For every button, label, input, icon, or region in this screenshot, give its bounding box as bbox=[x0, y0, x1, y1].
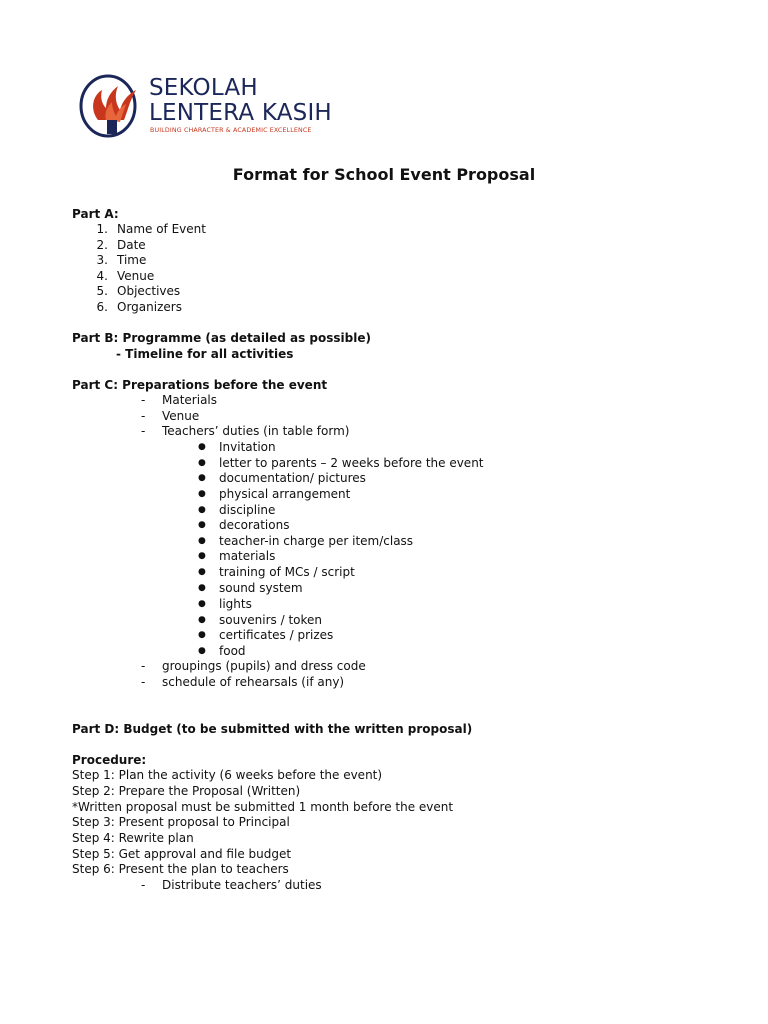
bullet-icon: ● bbox=[198, 505, 206, 515]
duty-text: materials bbox=[219, 549, 276, 563]
duty-text: documentation/ pictures bbox=[219, 471, 366, 485]
procedure-step: Step 5: Get approval and file budget bbox=[72, 847, 292, 861]
item-text: Organizers bbox=[117, 300, 182, 314]
duty-text: Invitation bbox=[219, 440, 276, 454]
procedure-step: Step 4: Rewrite plan bbox=[72, 831, 194, 845]
bullet-icon: ● bbox=[198, 489, 206, 499]
bullet-icon: ● bbox=[198, 442, 206, 452]
procedure-step: Step 1: Plan the activity (6 weeks before the event) bbox=[72, 768, 383, 782]
duty-text: letter to parents – 2 weeks before the event bbox=[219, 456, 484, 470]
duty-text: discipline bbox=[219, 503, 276, 517]
item-text: Materials bbox=[162, 393, 218, 407]
logo-school-name-line2: LENTERA KASIH bbox=[149, 100, 332, 126]
item-text: Date bbox=[117, 238, 146, 252]
part-b-subitem: - Timeline for all activities bbox=[116, 347, 294, 361]
logo-school-name-line1: SEKOLAH bbox=[149, 75, 258, 101]
item-text: Objectives bbox=[117, 284, 181, 298]
bullet-icon: ● bbox=[198, 473, 206, 483]
dash-marker: - bbox=[141, 675, 146, 689]
procedure-step: Step 6: Present the plan to teachers bbox=[72, 862, 289, 876]
item-text: Venue bbox=[162, 409, 200, 423]
duty-text: training of MCs / script bbox=[219, 565, 355, 579]
duty-text: souvenirs / token bbox=[219, 613, 323, 627]
duty-text: physical arrangement bbox=[219, 487, 351, 501]
item-number: 2. bbox=[96, 238, 108, 252]
bullet-icon: ● bbox=[198, 583, 206, 593]
part-a-heading: Part A: bbox=[72, 207, 119, 221]
bullet-icon: ● bbox=[198, 599, 206, 609]
bullet-icon: ● bbox=[198, 536, 206, 546]
item-number: 1. bbox=[96, 222, 108, 236]
item-text: Time bbox=[117, 253, 147, 267]
duty-text: certificates / prizes bbox=[219, 628, 334, 642]
item-text: Name of Event bbox=[117, 222, 206, 236]
bullet-icon: ● bbox=[198, 567, 206, 577]
procedure-step: Step 3: Present proposal to Principal bbox=[72, 815, 290, 829]
item-number: 5. bbox=[96, 284, 108, 298]
bullet-icon: ● bbox=[198, 458, 206, 468]
item-text: Teachers’ duties (in table form) bbox=[162, 424, 350, 438]
item-number: 4. bbox=[96, 269, 108, 283]
procedure-heading: Procedure: bbox=[72, 753, 147, 767]
bullet-icon: ● bbox=[198, 551, 206, 561]
school-logo bbox=[76, 62, 338, 144]
part-c-heading: Part C: Preparations before the event bbox=[72, 378, 328, 392]
item-number: 3. bbox=[96, 253, 108, 267]
dash-marker: - bbox=[141, 409, 146, 423]
duty-text: sound system bbox=[219, 581, 303, 595]
procedure-step: Step 2: Prepare the Proposal (Written) bbox=[72, 784, 301, 798]
item-text: schedule of rehearsals (if any) bbox=[162, 675, 345, 689]
subitem-text: Distribute teachers’ duties bbox=[162, 878, 322, 892]
torch-flame-icon bbox=[76, 62, 148, 144]
document-title: Format for School Event Proposal bbox=[232, 165, 536, 184]
item-number: 6. bbox=[96, 300, 108, 314]
bullet-icon: ● bbox=[198, 520, 206, 530]
part-d-heading: Part D: Budget (to be submitted with the written proposal) bbox=[72, 722, 473, 736]
procedure-note: *Written proposal must be submitted 1 month before the event bbox=[72, 800, 454, 814]
dash-marker: - bbox=[141, 393, 146, 407]
dash-marker: - bbox=[141, 878, 146, 892]
dash-marker: - bbox=[141, 424, 146, 438]
bullet-icon: ● bbox=[198, 646, 206, 656]
logo-tagline: BUILDING CHARACTER & ACADEMIC EXCELLENCE bbox=[150, 127, 312, 134]
part-b-heading: Part B: Programme (as detailed as possible) bbox=[72, 331, 371, 345]
duty-text: teacher-in charge per item/class bbox=[219, 534, 414, 548]
bullet-icon: ● bbox=[198, 615, 206, 625]
duty-text: lights bbox=[219, 597, 252, 611]
item-text: Venue bbox=[117, 269, 155, 283]
item-text: groupings (pupils) and dress code bbox=[162, 659, 366, 673]
bullet-icon: ● bbox=[198, 630, 206, 640]
duty-text: food bbox=[219, 644, 246, 658]
dash-marker: - bbox=[141, 659, 146, 673]
duty-text: decorations bbox=[219, 518, 290, 532]
